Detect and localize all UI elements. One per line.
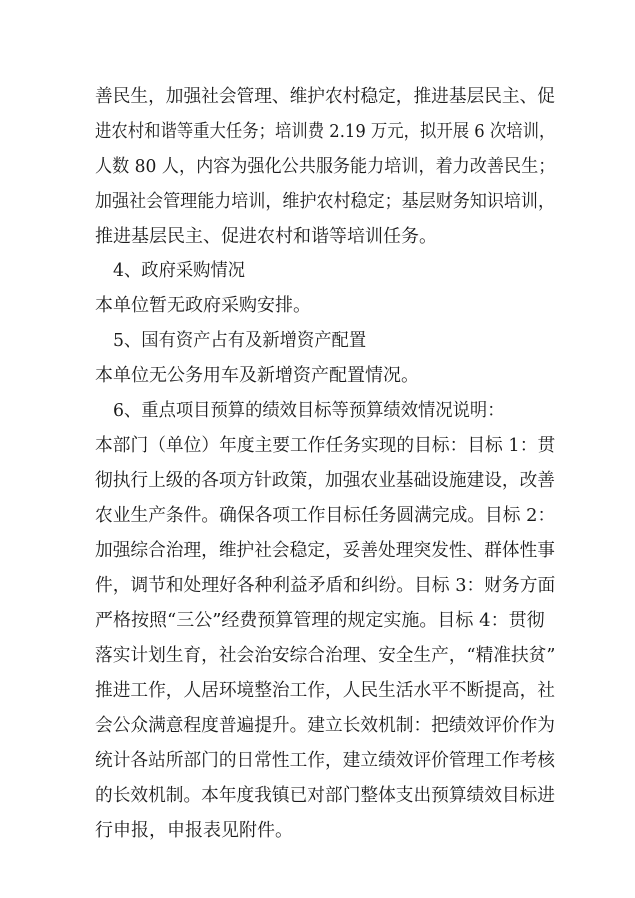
section-heading-procurement: 4、政府采购情况	[113, 260, 246, 281]
paragraph-line: 行申报，申报表见附件。	[95, 820, 293, 841]
paragraph-line: 加强综合治理，维护社会稳定，妥善处理突发性、群体性事	[95, 540, 555, 561]
paragraph-line: 进农村和谐等重大任务；培训费 2.19 万元，拟开展 6 次培训，	[95, 121, 556, 142]
section-heading-performance: 6、重点项目预算的绩效目标等预算绩效情况说明：	[113, 400, 505, 421]
paragraph-line: 的长效机制。本年度我镇已对部门整体支出预算绩效目标进	[95, 785, 555, 806]
paragraph-line: 彻执行上级的各项方针政策，加强农业基础设施建设，改善	[95, 470, 555, 491]
paragraph-line: 本单位无公务用车及新增资产配置情况。	[95, 365, 419, 386]
paragraph-line: 严格按照“三公”经费预算管理的规定实施。目标 4：贯彻	[95, 610, 545, 631]
paragraph-line: 落实计划生育，社会治安综合治理、安全生产，“精准扶贫”	[95, 645, 556, 666]
paragraph-line: 会公众满意程度普遍提升。建立长效机制：把绩效评价作为	[95, 715, 555, 736]
paragraph-line: 本单位暂无政府采购安排。	[95, 295, 311, 316]
paragraph-line: 农业生产条件。确保各项工作目标任务圆满完成。目标 2：	[95, 505, 556, 526]
paragraph-line: 统计各站所部门的日常性工作，建立绩效评价管理工作考核	[95, 750, 555, 771]
paragraph-line: 推进基层民主、促进农村和谐等培训任务。	[95, 226, 437, 247]
paragraph-line: 人数 80 人，内容为强化公共服务能力培训，着力改善民生；	[95, 156, 556, 177]
paragraph-line: 推进工作，人居环境整治工作，人民生活水平不断提高，社	[95, 680, 555, 701]
paragraph-line: 加强社会管理能力培训，维护农村稳定；基层财务知识培训，	[95, 191, 555, 212]
paragraph-line: 件，调节和处理好各种利益矛盾和纠纷。目标 3：财务方面	[95, 575, 556, 596]
paragraph-line: 善民生，加强社会管理、维护农村稳定，推进基层民主、促	[95, 86, 555, 107]
section-heading-assets: 5、国有资产占有及新增资产配置	[113, 330, 367, 351]
paragraph-line: 本部门（单位）年度主要工作任务实现的目标：目标 1：贯	[95, 435, 556, 456]
